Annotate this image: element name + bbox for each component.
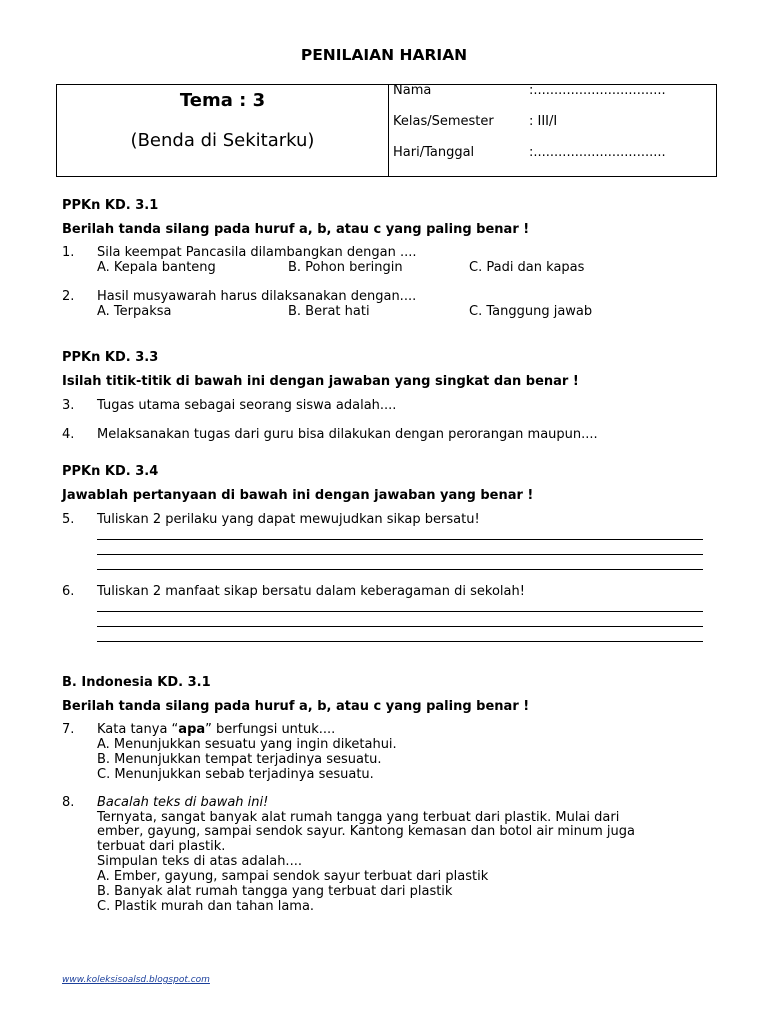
section-heading: PPKn KD. 3.3 bbox=[62, 350, 159, 365]
question-number: 4. bbox=[62, 427, 75, 442]
question-number: 1. bbox=[62, 245, 75, 260]
page-title: PENILAIAN HARIAN bbox=[300, 46, 468, 64]
option-b[interactable]: B. Menunjukkan tempat terjadinya sesuatu. bbox=[97, 752, 382, 767]
option-b[interactable]: B. Pohon beringin bbox=[288, 260, 403, 275]
option-c[interactable]: C. Tanggung jawab bbox=[469, 304, 593, 319]
question-number: 8. bbox=[62, 795, 75, 810]
answer-line[interactable] bbox=[97, 611, 703, 612]
kelas-label: Kelas/Semester bbox=[393, 114, 494, 129]
question-text: Hasil musyawarah harus dilaksanakan dengan.... bbox=[97, 289, 417, 304]
question-text: Sila keempat Pancasila dilambangkan dengan .... bbox=[97, 245, 417, 260]
tema-title: Tema : 3 bbox=[179, 90, 266, 111]
question-text: Tuliskan 2 perilaku yang dapat mewujudkan sikap bersatu! bbox=[97, 512, 480, 527]
option-a[interactable]: A. Kepala banteng bbox=[97, 260, 216, 275]
answer-line[interactable] bbox=[97, 554, 703, 555]
option-a[interactable]: A. Menunjukkan sesuatu yang ingin diketahui. bbox=[97, 737, 397, 752]
answer-line[interactable] bbox=[97, 626, 703, 627]
nama-label: Nama bbox=[393, 83, 432, 98]
answer-line[interactable] bbox=[97, 539, 703, 540]
reading-text-line: Ternyata, sangat banyak alat rumah tangga yang terbuat dari plastik. Mulai dari bbox=[97, 810, 620, 825]
section-instruction: Berilah tanda silang pada huruf a, b, atau c yang paling benar ! bbox=[62, 699, 530, 714]
option-c[interactable]: C. Plastik murah dan tahan lama. bbox=[97, 899, 315, 914]
option-c[interactable]: C. Padi dan kapas bbox=[469, 260, 585, 275]
question-text-post: ” berfungsi untuk.... bbox=[205, 722, 336, 737]
footer-link[interactable]: www.koleksisoalsd.blogspot.com bbox=[62, 975, 210, 985]
question-text-pre: Kata tanya “ bbox=[97, 722, 179, 737]
section-instruction: Isilah titik-titik di bawah ini dengan jawaban yang singkat dan benar ! bbox=[62, 374, 579, 389]
section-instruction: Jawablah pertanyaan di bawah ini dengan jawaban yang benar ! bbox=[62, 488, 534, 503]
question-text: Tuliskan 2 manfaat sikap bersatu dalam keberagaman di sekolah! bbox=[97, 584, 525, 599]
section-heading: PPKn KD. 3.4 bbox=[62, 464, 159, 479]
reading-text-line: terbuat dari plastik. bbox=[97, 839, 226, 854]
answer-line[interactable] bbox=[97, 641, 703, 642]
question-number: 3. bbox=[62, 398, 75, 413]
question-number: 6. bbox=[62, 584, 75, 599]
hari-field[interactable]: :................................ bbox=[529, 145, 666, 160]
option-b[interactable]: B. Banyak alat rumah tangga yang terbuat dari plastik bbox=[97, 884, 453, 899]
question-number: 5. bbox=[62, 512, 75, 527]
keyword-apa: apa bbox=[178, 722, 206, 737]
option-c[interactable]: C. Menunjukkan sebab terjadinya sesuatu. bbox=[97, 767, 374, 782]
option-a[interactable]: A. Terpaksa bbox=[97, 304, 172, 319]
question-number: 2. bbox=[62, 289, 75, 304]
section-instruction: Berilah tanda silang pada huruf a, b, atau c yang paling benar ! bbox=[62, 222, 530, 237]
question-text: Simpulan teks di atas adalah.... bbox=[97, 854, 302, 869]
question-text: Tugas utama sebagai seorang siswa adalah.... bbox=[97, 398, 397, 413]
reading-instruction: Bacalah teks di bawah ini! bbox=[97, 795, 269, 810]
section-heading: PPKn KD. 3.1 bbox=[62, 198, 159, 213]
nama-field[interactable]: :................................ bbox=[529, 83, 666, 98]
kelas-value: : III/I bbox=[529, 114, 558, 129]
option-b[interactable]: B. Berat hati bbox=[288, 304, 370, 319]
question-text bbox=[97, 722, 335, 737]
answer-line[interactable] bbox=[97, 569, 703, 570]
section-heading: B. Indonesia KD. 3.1 bbox=[62, 675, 211, 690]
reading-text-line: ember, gayung, sampai sendok sayur. Kantong kemasan dan botol air minum juga bbox=[97, 824, 636, 839]
table-divider bbox=[388, 85, 389, 176]
option-a[interactable]: A. Ember, gayung, sampai sendok sayur terbuat dari plastik bbox=[97, 869, 489, 884]
hari-label: Hari/Tanggal bbox=[393, 145, 475, 160]
question-number: 7. bbox=[62, 722, 75, 737]
tema-subtitle: (Benda di Sekitarku) bbox=[130, 130, 315, 151]
question-text: Melaksanakan tugas dari guru bisa dilakukan dengan perorangan maupun.... bbox=[97, 427, 598, 442]
